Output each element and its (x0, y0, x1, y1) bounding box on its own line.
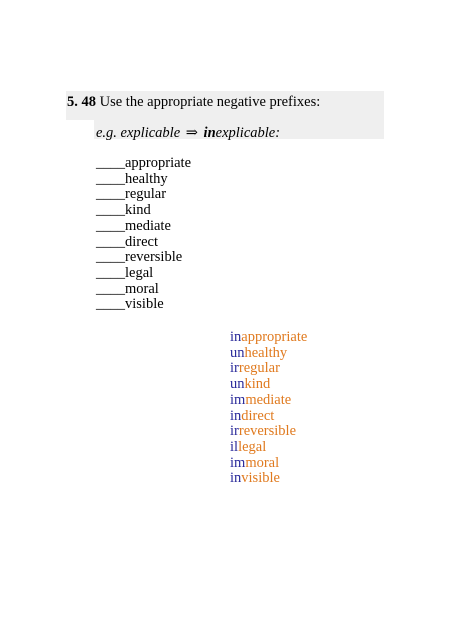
task-item (96, 282, 191, 298)
task-list (96, 156, 191, 313)
task-word: healthy (125, 170, 168, 187)
task-word: visible (125, 296, 164, 313)
task-item (96, 250, 191, 266)
task-blank: ____ (96, 296, 125, 313)
task-word: regular (125, 186, 167, 203)
exercise-title (67, 94, 320, 111)
example-intro: e.g. explicable (96, 125, 181, 141)
task-item (96, 203, 191, 219)
exercise-number: 5. 48 (67, 94, 96, 110)
example-answer-prefix: in (203, 125, 216, 141)
answer-prefix: ir (230, 423, 239, 440)
answer-root: healthy (244, 344, 288, 361)
task-blank: ____ (96, 280, 125, 297)
answer-item (230, 377, 307, 393)
task-blank: ____ (96, 202, 125, 219)
answer-item (230, 440, 307, 456)
task-item (96, 187, 191, 203)
answer-root: direct (241, 407, 275, 424)
answer-item (230, 346, 307, 362)
answer-prefix: ir (230, 360, 239, 377)
answer-item (230, 330, 307, 346)
answer-root: visible (241, 470, 280, 487)
answer-root: regular (238, 360, 280, 377)
example-answer-rest: explicable (215, 125, 276, 141)
task-blank: ____ (96, 264, 125, 281)
answer-item (230, 361, 307, 377)
answer-root: mediate (245, 391, 292, 408)
task-blank: ____ (96, 217, 125, 234)
task-word: direct (125, 233, 159, 250)
example-line (96, 125, 280, 142)
answer-root: legal (238, 438, 267, 455)
task-blank: ____ (96, 155, 125, 171)
answer-root: reversible (238, 423, 297, 440)
task-word: legal (125, 264, 154, 281)
example-trailing: : (275, 125, 281, 141)
answer-prefix: in (230, 329, 242, 345)
answer-prefix: un (230, 344, 245, 361)
answer-prefix: in (230, 470, 242, 487)
answer-root: moral (245, 454, 280, 471)
task-blank: ____ (96, 249, 125, 266)
answer-item (230, 393, 307, 409)
arrow-icon: ⇒ (185, 125, 198, 141)
answer-prefix: un (230, 376, 245, 393)
task-item (96, 235, 191, 251)
task-word: reversible (125, 249, 183, 266)
task-item (96, 172, 191, 188)
task-blank: ____ (96, 233, 125, 250)
header-indent-gap (66, 120, 94, 139)
answer-item (230, 424, 307, 440)
answer-item (230, 456, 307, 472)
task-item (96, 219, 191, 235)
task-word: moral (125, 280, 159, 297)
answer-root: appropriate (241, 329, 308, 345)
task-blank: ____ (96, 170, 125, 187)
answer-prefix: il (230, 438, 239, 455)
task-word: mediate (125, 217, 171, 234)
exercise-instruction: Use the appropriate negative prefixes: (99, 94, 321, 110)
answer-root: kind (244, 376, 271, 393)
task-item (96, 297, 191, 313)
answer-list (230, 330, 307, 487)
task-blank: ____ (96, 186, 125, 203)
answer-item (230, 471, 307, 487)
answer-prefix: im (230, 454, 246, 471)
task-word: appropriate (125, 155, 192, 171)
task-word: kind (125, 202, 151, 219)
task-item (96, 156, 191, 172)
answer-item (230, 409, 307, 425)
task-item (96, 266, 191, 282)
answer-prefix: in (230, 407, 242, 424)
answer-prefix: im (230, 391, 246, 408)
